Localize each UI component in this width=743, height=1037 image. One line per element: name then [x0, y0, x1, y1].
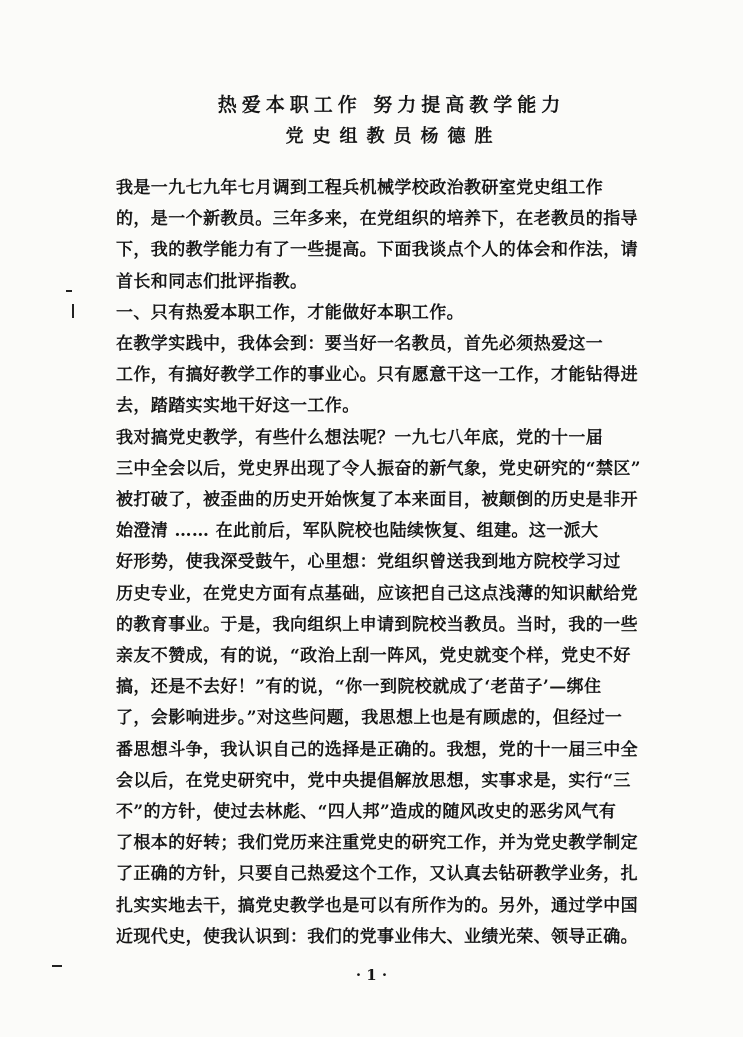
text-line: 工作，有搞好教学工作的事业心。只有愿意干这一工作，才能钻得进: [116, 365, 638, 386]
document-title: 热爱本职工作 努力提高教学能力: [217, 94, 566, 116]
page-number: · 1 ·: [355, 966, 388, 984]
text-line: 历史专业，在党史方面有点基础，应该把自己这点浅薄的知识献给党: [116, 583, 638, 604]
text-line: 去，踏踏实实地干好这一工作。: [116, 396, 360, 417]
text-line: 了，会影响进步。”对这些问题，我思想上也是有顾虑的，但经过一: [116, 708, 623, 729]
text-line: 了根本的好转；我们党历来注重党史的研究工作，并为党史教学制定: [116, 833, 638, 854]
margin-tick-mark: [72, 304, 74, 318]
text-line: 的，是一个新教员。三年多来，在党组织的培养下，在老教员的指导: [116, 209, 638, 230]
text-line: 我是一九七九年七月调到工程兵机械学校政治教研室党史组工作: [116, 178, 604, 198]
text-line: 被打破了，被歪曲的历史开始恢复了本来面目，被颠倒的历史是非开: [116, 490, 638, 510]
text-line: 三中全会以后，党史界出现了令人振奋的新气象，党史研究的“禁区”: [116, 458, 641, 479]
text-line: 好形势，使我深受鼓午，心里想：党组织曾送我到地方院校学习过: [116, 552, 621, 573]
text-line: 近现代史，使我认识到：我们的党事业伟大、业绩光荣、领导正确。: [116, 926, 638, 947]
text-line: 在教学实践中，我体会到：要当好一名教员，首先必须热爱这一: [116, 334, 604, 354]
text-line: 番思想斗争，我认识自己的选择是正确的。我想，党的十一届三中全: [116, 739, 638, 760]
text-line: 一、只有热爱本职工作，才能做好本职工作。: [116, 302, 464, 323]
text-line: 搞，还是不去好！”有的说，“你一到院校就成了‘老苗子’—绑住: [116, 677, 602, 698]
text-line: 我对搞党史教学，有些什么想法呢？一九七八年底，党的十一届: [116, 427, 604, 448]
text-line: 会以后，在党史研究中，党中央提倡解放思想，实事求是，实行“三: [116, 770, 631, 791]
text-line: 的教育事业。于是，我向组织上申请到院校当教员。当时，我的一些: [116, 614, 638, 635]
text-line: 亲友不赞成，有的说，“政治上刮一阵风，党史就变个样，党史不好: [116, 646, 631, 666]
text-line: 首长和同志们批评指教。: [116, 271, 308, 292]
text-line: 不”的方针，使过去林彪、“四人邦”造成的随风改史的恶劣风气有: [116, 802, 617, 822]
text-line: 始澄清 …… 在此前后，军队院校也陆续恢复、组建。这一派大: [116, 521, 599, 542]
margin-dash-mark: [66, 290, 72, 292]
text-line: 下，我的教学能力有了一些提高。下面我谈点个人的体会和作法，请: [116, 240, 638, 261]
text-line: 扎实实地去干，搞党史教学也是可以有所作为的。另外，通过学中国: [116, 895, 638, 916]
author-line: 党史组教员杨德胜: [285, 126, 502, 147]
text-line: 了正确的方针，只要自己热爱这个工作，又认真去钻研教学业务，扎: [116, 864, 638, 885]
